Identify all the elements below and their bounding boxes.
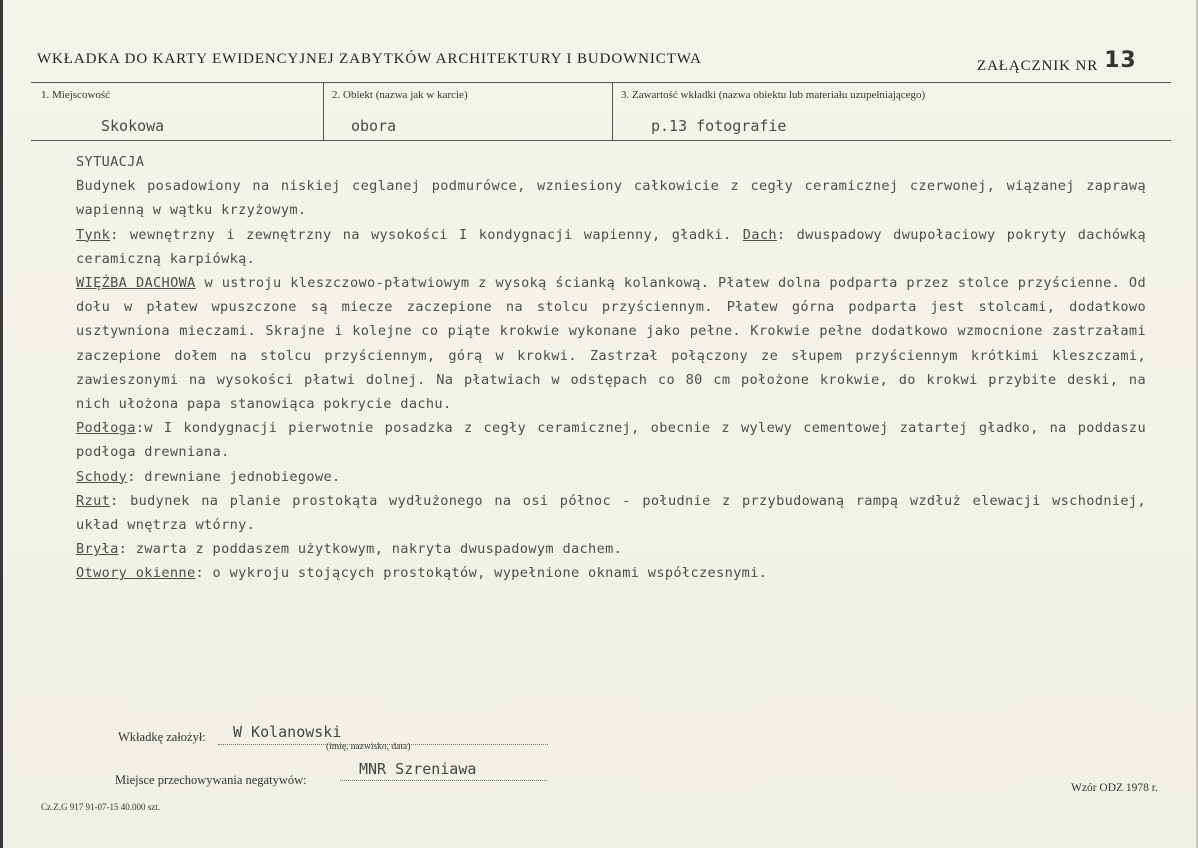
negatives-value: MNR Szreniawa xyxy=(359,760,477,778)
location-value: Skokowa xyxy=(101,117,165,135)
roof-text: : dwuspadowy dwupołaciowy pokryty dachówką ceramiczną karpiówką. xyxy=(76,226,1146,267)
mass-label: Bryła xyxy=(76,541,119,558)
document-title: WKŁADKA DO KARTY EWIDENCYJNEJ ZABYTKÓW ARCHITEKTURY I BUDOWNICTWA xyxy=(37,51,702,67)
paragraph-plaster-roof xyxy=(76,223,1146,271)
paragraph-stairs xyxy=(76,465,1146,489)
column-divider-1 xyxy=(323,82,324,140)
annex-label: ZAŁĄCZNIK NR xyxy=(977,58,1099,74)
object-label: 2. Obiekt (nazwa jak w karcie) xyxy=(332,89,468,101)
stairs-label: Schody xyxy=(76,468,128,485)
column-divider-2 xyxy=(612,82,613,140)
header-rule-bottom xyxy=(31,140,1171,141)
paragraph-truss xyxy=(76,271,1146,416)
description-body xyxy=(76,150,1146,586)
mass-text: : zwarta z poddaszem użytkowym, nakryta dwuspadowym dachem. xyxy=(118,541,623,558)
section-heading: SYTUACJA xyxy=(76,154,145,170)
location-label: 1. Miejscowość xyxy=(41,89,111,101)
truss-text: w ustroju kleszczowo-płatwiowym z wysoką ścianką kolankową. Płatew dolna podparta przez stolce przyścienne. Od dołu w płatew wpuszczone są miecze zaczepione na stolcu przyściennym. Płatew górna podparta jest stolcami, dodatkowo usztywniona mieczami. Skrajne i kolejne co piąte krokwie wykonane jako pełne. Krokwie pełne dodatkowo wzmocnione zastrzałami zaczepione dołem na stolcu przyściennym, górą w krokwi. Zastrzał połączony ze słupem przyściennym krótkimi kleszczami, zawieszonymi na wysokości płatwi dolnej. Na płatwiach w odstępach co 80 cm położone krokwie, do krokwi przybite deski, na nich ułożona papa stanowiąca pokrycie dachu. xyxy=(76,275,1146,413)
negatives-line xyxy=(340,780,547,781)
header-rule-top xyxy=(31,82,1171,83)
paragraph-floor xyxy=(76,416,1146,464)
annex-label-group xyxy=(977,48,1137,76)
paragraph-mass xyxy=(76,537,1146,561)
stairs-text: : drewniane jednobiegowe. xyxy=(127,468,341,485)
plan-text: : budynek na planie prostokąta wydłużonego na osi północ - południe z przybudowaną rampą wzdłuż elewacji wschodniej, układ wnętrza wtórny. xyxy=(76,492,1146,534)
content-value: p.13 fotografie xyxy=(651,117,787,135)
roof-label: Dach xyxy=(742,226,777,243)
paragraph-walls: Budynek posadowiony na niskiej ceglanej podmurówce, wzniesiony całkowicie z cegły ceramicznej czerwonej, wiązanej zaprawą wapienną w wątku krzyżowym. xyxy=(76,178,1146,219)
author-hint: (imię, nazwisko, data) xyxy=(326,742,411,752)
truss-label: WIĘŹBA DACHOWA xyxy=(76,275,196,292)
floor-text: :w I kondygnacji pierwotnie posadzka z cegły ceramicznej, obecnie z wylewy cementowej zatartej gładko, na poddaszu podłoga drewniana. xyxy=(76,420,1146,461)
windows-text: : o wykroju stojących prostokątów, wypełnione oknami współczesnymi. xyxy=(195,565,768,582)
author-value: W Kolanowski xyxy=(233,723,342,741)
plan-label: Rzut xyxy=(76,492,111,509)
object-value: obora xyxy=(351,117,397,135)
author-label: Wkładkę założył: xyxy=(118,730,206,744)
negatives-label: Miejsce przechowywania negatywów: xyxy=(115,773,307,787)
paragraph-windows xyxy=(76,561,1146,585)
print-info: Cz.Z.G 917 91-07-15 40.000 szt. xyxy=(41,802,160,812)
floor-label: Podłoga xyxy=(76,420,136,437)
paragraph-plan xyxy=(76,489,1146,537)
form-model: Wzór ODZ 1978 r. xyxy=(1071,782,1158,794)
windows-label: Otwory okienne xyxy=(76,565,196,582)
annex-number: 13 xyxy=(1104,48,1137,73)
content-label: 3. Zawartość wkładki (nazwa obiektu lub materiału uzupełniającego) xyxy=(621,89,926,101)
plaster-text: : wewnętrzny i zewnętrzny na wysokości I kondygnacji wapienny, gładki. xyxy=(110,226,732,243)
plaster-label: Tynk xyxy=(76,226,111,243)
